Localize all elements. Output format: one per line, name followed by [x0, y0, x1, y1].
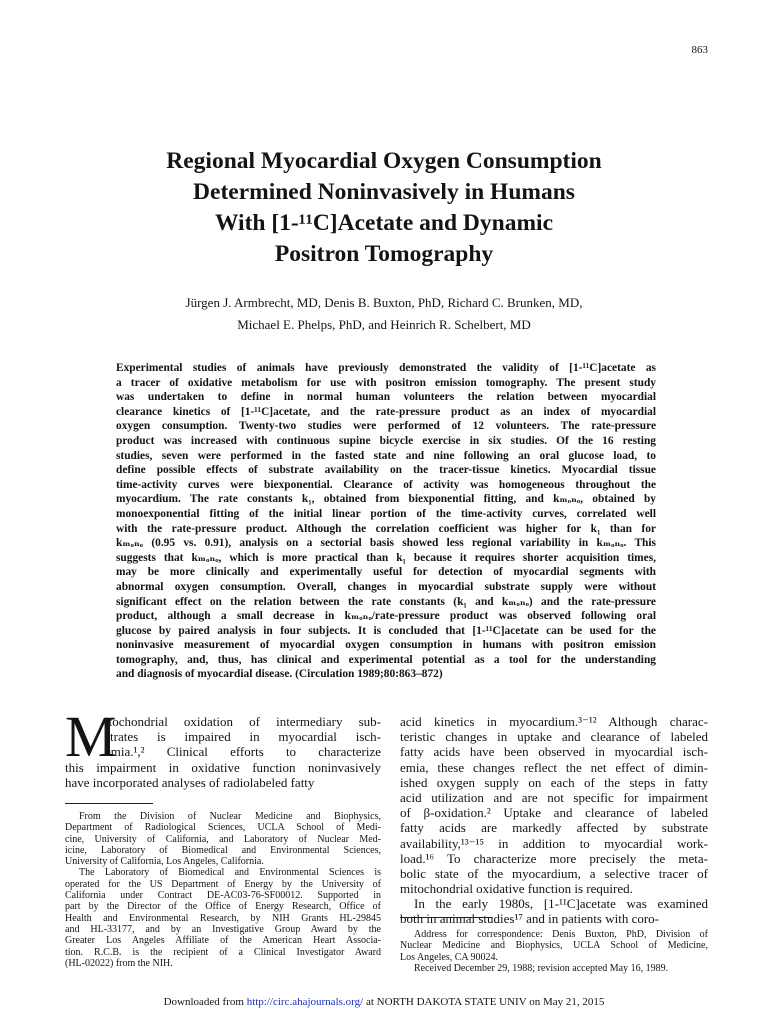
- footnote-line: tion. R.C.B. is the recipient of a Clinical Investigator Award: [65, 946, 381, 958]
- footer-suffix: at NORTH DAKOTA STATE UNIV on May 21, 2015: [363, 996, 605, 1008]
- abstract-line: kₘₒₙₒ (0.95 vs. 0.91), analysis on a sectorial basis showed less regional variability in kₘₒₙₒ. This: [116, 537, 656, 550]
- abstract-line: Experimental studies of animals have previously demonstrated the validity of [1-¹¹C]acetate as: [116, 362, 656, 374]
- abstract-line: myocardium. The rate constants k₁, obtained from biexponential fitting, and kₘₒₙₒ, obtained by: [116, 493, 656, 506]
- body-line: ished oxygen supply on each of the steps in fatty: [400, 774, 708, 790]
- footnote-line: Department of Radiological Sciences, UCLA School of Medi-: [65, 822, 381, 834]
- footnote-line: Received December 29, 1988; revision accepted May 16, 1989.: [414, 962, 669, 974]
- body-line: fatty acids are markedly affected by substrate: [400, 820, 708, 836]
- body-column-left: [65, 704, 381, 790]
- footnote-line: Greater Los Angeles Affiliate of the American Heart Associa-: [65, 935, 381, 947]
- body-line: this impairment in oxidative function noninvasively: [65, 759, 381, 775]
- body-line: In the early 1980s, [1-¹¹C]acetate was examined: [414, 896, 708, 912]
- abstract-line: define possible effects of substrate availability on the tracer-tissue kinetics. Myocardial tissue: [116, 464, 656, 477]
- body-line: load.¹⁶ To characterize more precisely the meta-: [400, 850, 708, 866]
- body-line: have incorporated analyses of radiolabeled fatty: [65, 774, 315, 790]
- abstract-line: product, although a small decrease in kₘₒₙₒ/rate-pressure product was observed following oral: [116, 610, 656, 623]
- abstract-line: product was increased with continuous supine bicycle exercise in six studies. Of the 16 resting: [116, 434, 656, 447]
- abstract-line: glucose by paired analysis in four subjects. It is concluded that [1-¹¹C]acetate can be used for the: [116, 624, 656, 637]
- footnote-line: (HL-02022) from the NIH.: [65, 957, 173, 969]
- body-line: strates is impaired in myocardial isch-: [105, 729, 381, 745]
- abstract-line: studies, seven were performed in the fasted state and nine following an oral glucose load, to: [116, 449, 656, 462]
- body-line: acid kinetics in myocardium.³⁻¹² Although charac-: [400, 714, 708, 729]
- abstract: [116, 361, 656, 682]
- footnote-line: From the Division of Nuclear Medicine and Biophysics,: [79, 811, 381, 822]
- author-line: Michael E. Phelps, PhD, and Heinrich R. Schelbert, MD: [237, 317, 531, 332]
- footnote-correspondence: [400, 929, 708, 974]
- title-line: Positron Tomography: [274, 241, 494, 267]
- body-line: availability,¹³⁻¹⁵ in addition to myocardial work-: [400, 835, 708, 851]
- body-line: bolic state of the myocardium, a selective tracer of: [400, 865, 708, 881]
- abstract-line: with the rate-pressure product. Although the correlation coefficient was higher for k₁ than for: [116, 522, 656, 535]
- footnote-divider: [400, 917, 492, 918]
- footnote-divider: [65, 803, 153, 804]
- body-line: of β-oxidation.² Uptake and clearance of labeled: [400, 805, 708, 821]
- body-line: fatty acids have been observed in myocardial isch-: [400, 744, 708, 760]
- body-line: itochondrial oxidation of intermediary sub-: [105, 714, 381, 729]
- abstract-line: abnormal oxygen consumption. Overall, changes in myocardial substrate supply were without: [116, 580, 656, 593]
- abstract-line: and diagnosis of myocardial disease. (Circulation 1989;80:863–872): [116, 668, 443, 681]
- author-line: Jürgen J. Armbrecht, MD, Denis B. Buxton, PhD, Richard C. Brunken, MD,: [185, 295, 583, 310]
- body-line: both in animal studies¹⁷ and in patients with coro-: [400, 911, 659, 927]
- page-number: 863: [691, 44, 708, 56]
- body-line: emia, these changes reflect the net effect of dimin-: [400, 759, 708, 775]
- abstract-line: suggests that kₘₒₙₒ, which is more practical than k₁ because it requires shorter acquisition times,: [116, 551, 656, 564]
- footnote-line: icine, Laboratory of Biomedical and Environmental Sciences,: [65, 844, 381, 856]
- abstract-line: noninvasive measurement of myocardial oxygen consumption in humans with positron emission: [116, 639, 656, 652]
- abstract-line: monoexponential fitting of the initial linear portion of the time-activity curves, correlated well: [116, 507, 656, 520]
- body-line: acid utilization and are not specific for impairment: [400, 789, 708, 805]
- footnote-line: The Laboratory of Biomedical and Environmental Sciences is: [79, 867, 381, 879]
- title-line: Determined Noninvasively in Humans: [193, 179, 575, 205]
- footnote-line: and HL-33177, and by an Investigative Group Award by the: [65, 923, 381, 935]
- body-column-right: [400, 714, 708, 927]
- body-line: emia.¹,² Clinical efforts to characterize: [105, 744, 381, 760]
- title-line: With [1-¹¹C]Acetate and Dynamic: [214, 210, 554, 236]
- footnote-line: Health and Environmental Research, by NIH Grants HL-29845: [65, 912, 381, 924]
- footnote-line: Los Angeles, CA 90024.: [400, 951, 499, 963]
- abstract-line: time-activity curves were biexponential. Clearance of activity was homogeneous throughout the: [116, 478, 656, 491]
- footnote-line: Nuclear Medicine and Biophysics, UCLA School of Medicine,: [400, 940, 708, 952]
- journal-link[interactable]: http://circ.ahajournals.org/: [246, 996, 364, 1008]
- abstract-line: tomography, and, thus, has clinical and experimental potential as a tool for the understanding: [116, 653, 656, 666]
- footnote-line: California under Contract DE-AC03-76-SF00012. Supported in: [65, 890, 381, 902]
- drop-cap: M: [65, 704, 117, 769]
- footnote-line: University of California, Los Angeles, California.: [65, 856, 264, 868]
- footer-prefix: Downloaded from: [163, 996, 247, 1008]
- download-footer: [60, 996, 708, 1008]
- footnote-affiliations: [65, 811, 381, 969]
- article-title: [60, 146, 708, 270]
- abstract-line: significant effect on the relation between the rate constants (k₁ and kₘₒₙₒ) and the rate-pressure: [116, 595, 656, 608]
- footnote-line: part by the Director of the Office of Energy Research, Office of: [65, 901, 381, 913]
- body-line: teristic changes in uptake and clearance of labeled: [400, 729, 708, 745]
- footnote-line: operated for the US Department of Energy by the University of: [65, 878, 381, 890]
- abstract-line: oxygen consumption. Twenty-two studies were performed of 12 volunteers. The rate-pressure: [116, 420, 656, 433]
- footnote-line: Address for correspondence: Denis Buxton, PhD, Division of: [414, 929, 708, 940]
- abstract-line: clearance kinetics of [1-¹¹C]acetate, and the rate-pressure product as an index of myocardial: [116, 405, 656, 418]
- abstract-line: a tracer of oxidative metabolism for use with positron emission tomography. The present study: [116, 376, 656, 389]
- footnote-line: cine, University of California, and Laboratory of Nuclear Med-: [65, 833, 381, 845]
- title-line: Regional Myocardial Oxygen Consumption: [166, 148, 602, 174]
- abstract-line: was undertaken to define in normal human volunteers the relation between myocardial: [116, 391, 656, 404]
- body-line: mitochondrial oxidative function is required.: [400, 881, 633, 897]
- abstract-line: may be more clinically and experimentally useful for detection of myocardial segments with: [116, 566, 656, 579]
